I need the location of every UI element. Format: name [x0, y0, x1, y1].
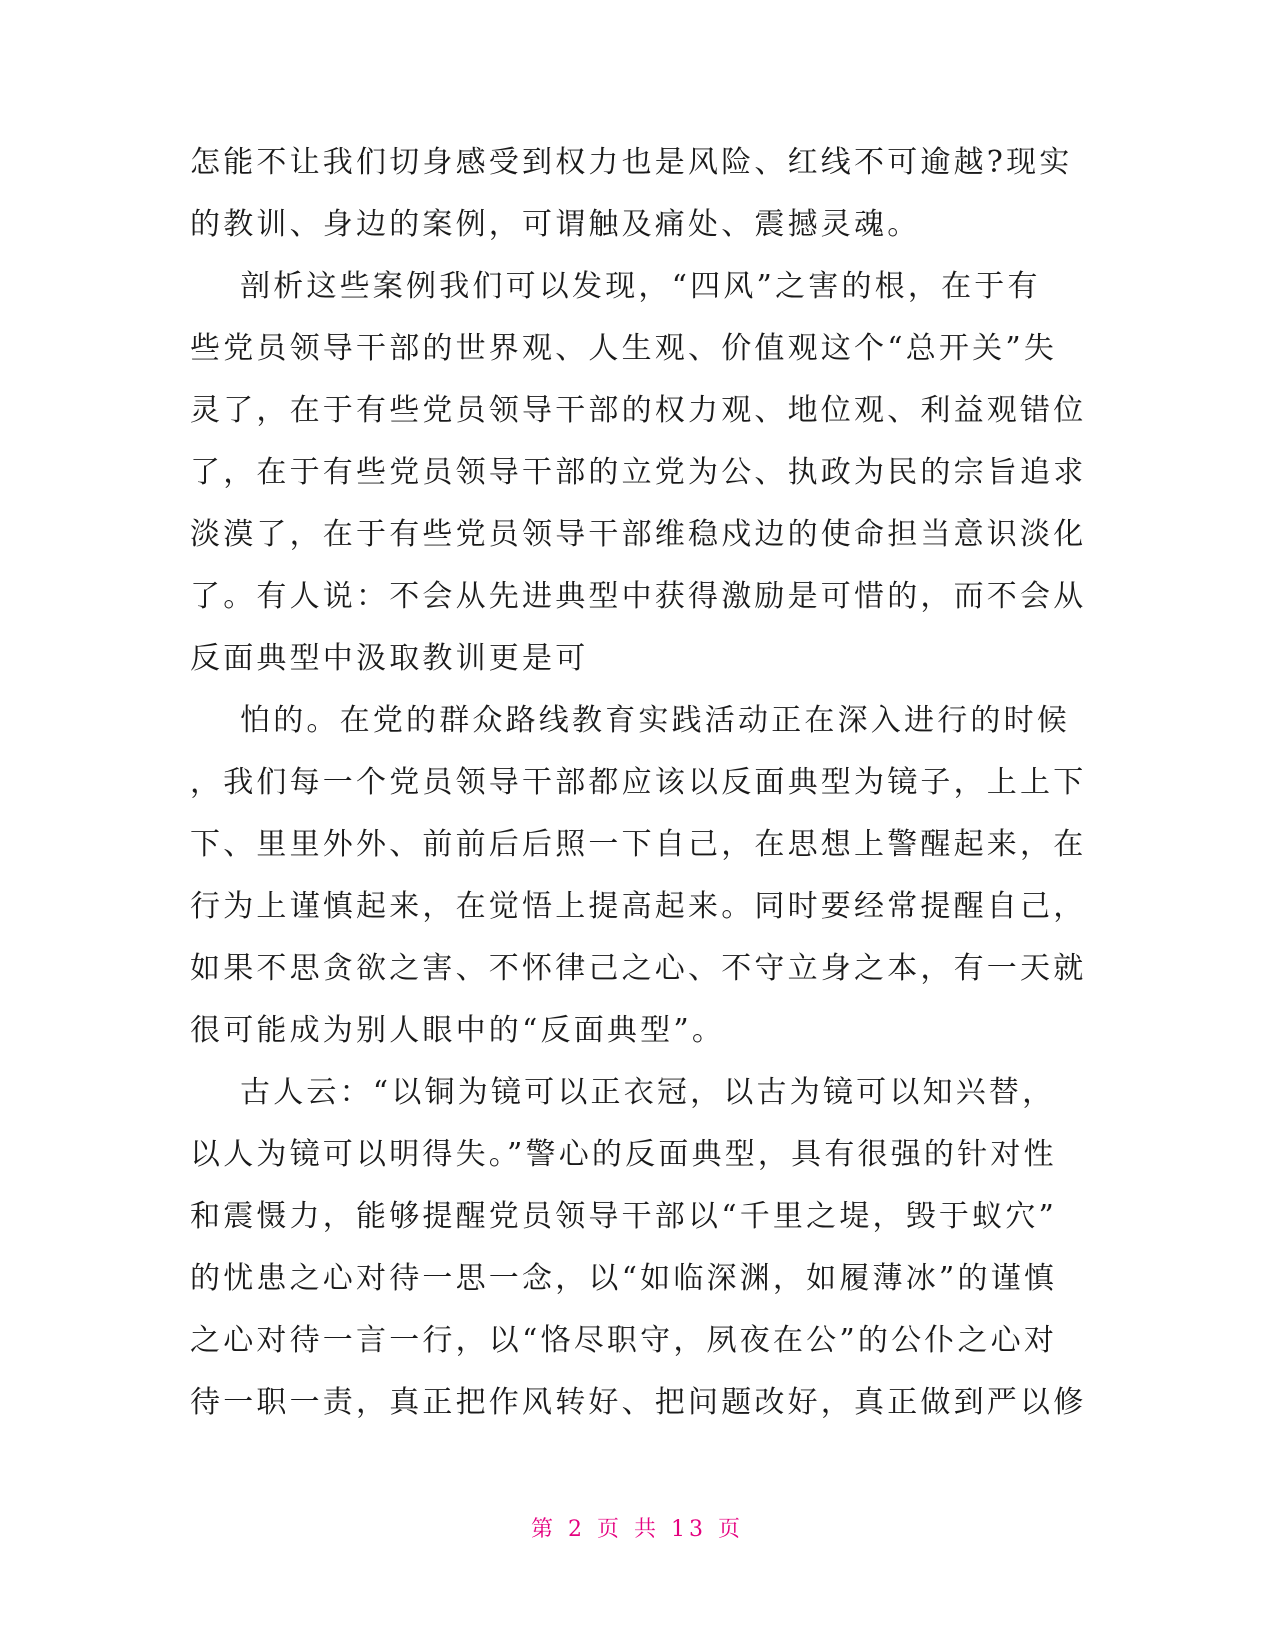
paragraph-first-line: 怕的。在党的群众路线教育实践活动正在深入进行的时候: [240, 703, 1070, 738]
text-line: 和震慑力，能够提醒党员领导干部以“千里之堤，毁于蚁穴”: [190, 1199, 1058, 1234]
text-line: ，我们每一个党员领导干部都应该以反面典型为镜子，上上下: [190, 765, 1087, 800]
text-line: 淡漠了，在于有些党员领导干部维稳戍边的使命担当意识淡化: [190, 517, 1087, 552]
text-line: 的忧患之心对待一思一念，以“如临深渊，如履薄冰”的谨慎: [190, 1261, 1058, 1296]
page-number-label: 第 2 页 共 13 页: [531, 1517, 744, 1542]
paragraph-first-line: 剖析这些案例我们可以发现，“四风”之害的根，在于有: [240, 269, 1041, 304]
text-line: 如果不思贪欲之害、不怀律己之心、不守立身之本，有一天就: [190, 951, 1087, 986]
text-line: 很可能成为别人眼中的“反面典型”。: [190, 1013, 726, 1048]
text-line: 反面典型中汲取教训更是可: [190, 641, 589, 676]
text-line: 怎能不让我们切身感受到权力也是风险、红线不可逾越?现实: [190, 145, 1073, 180]
text-line: 待一职一责，真正把作风转好、把问题改好，真正做到严以修: [190, 1385, 1087, 1420]
text-line: 些党员领导干部的世界观、人生观、价值观这个“总开关”失: [190, 331, 1058, 366]
paragraph-first-line: 古人云：“以铜为镜可以正衣冠，以古为镜可以知兴替，: [240, 1075, 1056, 1110]
text-line: 下、里里外外、前前后后照一下自己，在思想上警醒起来，在: [190, 827, 1087, 862]
page-footer: [0, 1515, 1275, 1545]
text-line: 以人为镜可以明得失。”警心的反面典型，具有很强的针对性: [190, 1137, 1057, 1172]
text-line: 灵了，在于有些党员领导干部的权力观、地位观、利益观错位: [190, 393, 1087, 428]
text-line: 之心对待一言一行，以“恪尽职守，夙夜在公”的公仆之心对: [190, 1323, 1058, 1358]
text-line: 了。有人说：不会从先进典型中获得激励是可惜的，而不会从: [190, 579, 1087, 614]
text-line: 了，在于有些党员领导干部的立党为公、执政为民的宗旨追求: [190, 455, 1087, 490]
text-line: 行为上谨慎起来，在觉悟上提高起来。同时要经常提醒自己，: [190, 889, 1087, 924]
text-line: 的教训、身边的案例，可谓触及痛处、震撼灵魂。: [190, 207, 921, 242]
